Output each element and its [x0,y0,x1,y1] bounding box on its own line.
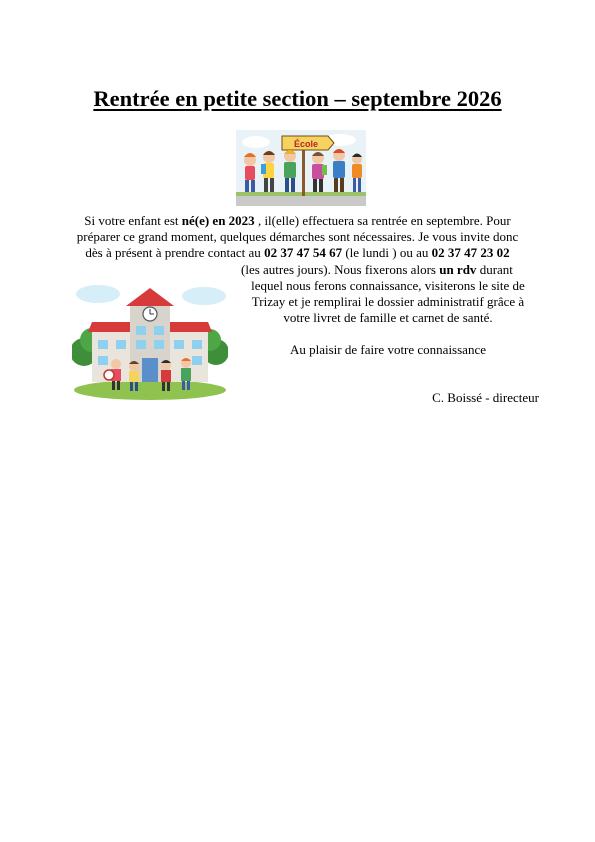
appointment-line: (les autres jours). Nous fixerons alors un rdv durant [241,262,513,277]
children-walking-to-school-illustration [236,130,366,206]
admin-line: Trizay et je remplirai le dossier administratif grâce à [251,294,525,309]
signature: C. Boissé - directeur [432,390,539,405]
school-sign-text: École [293,139,319,149]
school-building-illustration [72,274,228,402]
intro-line-2: préparer ce grand moment, quelques démarches sont nécessaires. Je vous invite donc [76,229,519,244]
contact-line: dès à présent à prendre contact au 02 37 47 54 67 (le lundi ) ou au 02 37 47 23 02 [85,245,510,260]
visit-line: lequel nous ferons connaissance, visiterons le site de [251,278,525,293]
closing-line: Au plaisir de faire votre connaissance [289,342,486,357]
page-title: Rentrée en petite section – septembre 2026 [93,86,502,111]
documents-line: votre livret de famille et carnet de santé. [283,310,493,325]
intro-line-1: Si votre enfant est né(e) en 2023 , il(elle) effectuera sa rentrée en septembre. Pour [84,213,511,228]
